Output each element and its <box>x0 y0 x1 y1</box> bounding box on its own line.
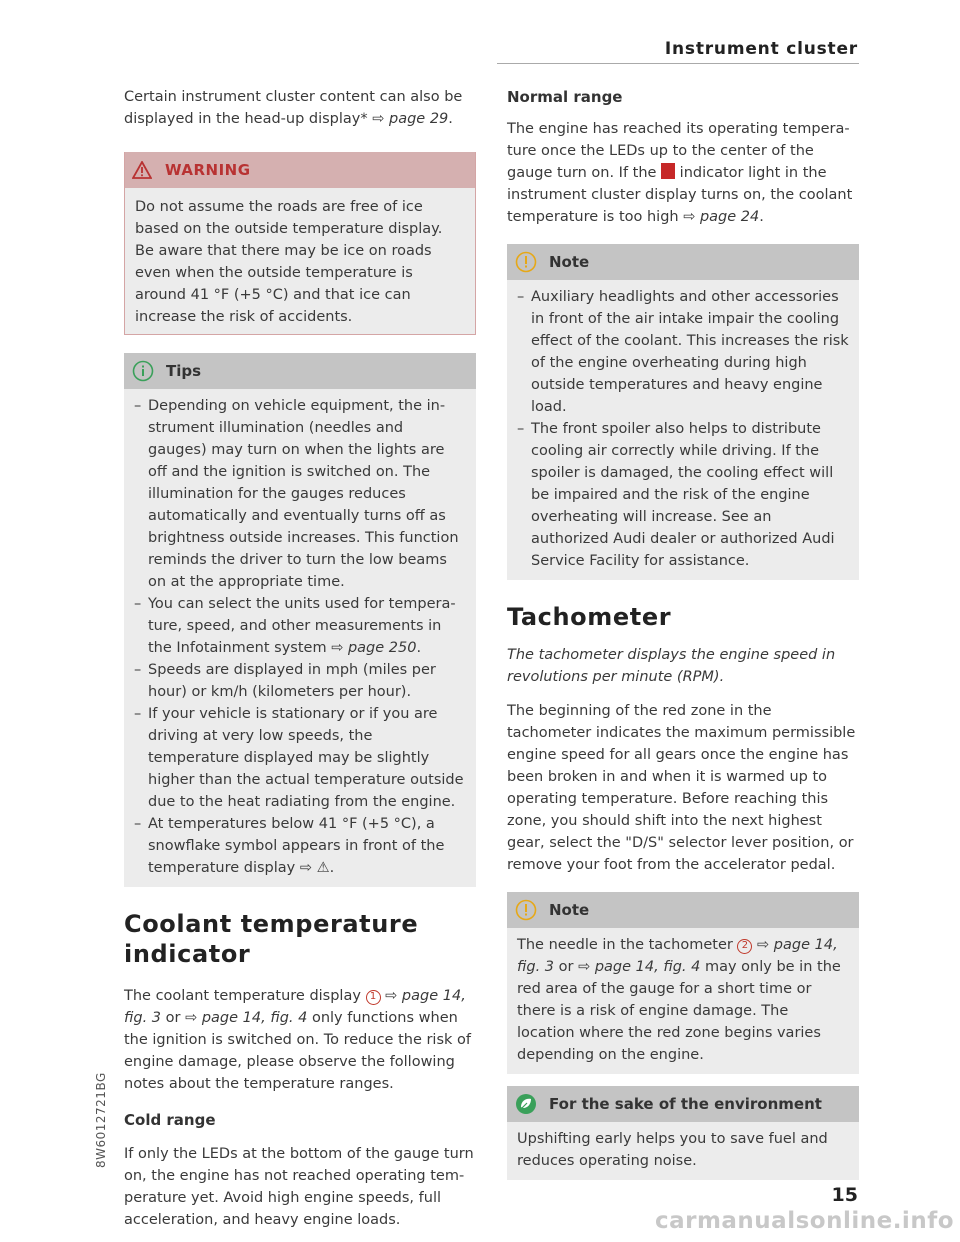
list-item: – If your vehicle is stationary or if you are driving at very low speeds, the temperature displayed may be slightly higher than the actual temperature outside due to the heat radiating from the engine. <box>134 703 466 813</box>
page-reference-link[interactable]: ⇨ page 14, fig. 3 <box>517 937 838 975</box>
watermark: carmanualsonline.info <box>654 1208 954 1234</box>
leaf-icon <box>515 1093 537 1115</box>
page-reference-link[interactable]: ⇨ page 14, fig. 4 <box>185 1010 308 1026</box>
tips-header <box>124 353 476 389</box>
list-item: – The front spoiler also helps to distribute cooling air correctly while driving. If the spoiler is damaged, the cooling effect will be impaired and the risk of the engine overheating will increase. See an authorized Audi dealer or authorized Audi Service Facility for assistance. <box>517 418 849 572</box>
page-reference-link[interactable]: ⇨ page 29 <box>372 111 449 127</box>
page-number: 15 <box>831 1184 858 1206</box>
note-title: Note <box>549 253 590 271</box>
tips-box <box>124 353 476 887</box>
tips-list <box>134 395 466 879</box>
note-box-tachometer <box>507 892 859 1074</box>
environment-box <box>507 1086 859 1180</box>
tachometer-text: The beginning of the red zone in the tachometer indicates the maximum permissible engine speed for all gears once the engine has been broken in and when it is warmed up to operating temperature. Before reaching this zone, you should shift into the next highest gear, select the "D/S" selector lever position, or remove your foot from the accelerator pedal. <box>507 703 856 873</box>
environment-title: For the sake of the environment <box>549 1095 822 1113</box>
note-list <box>517 286 849 572</box>
warning-box <box>124 152 476 335</box>
section-heading-tachometer: Tachometer <box>507 603 672 631</box>
list-item: – At temperatures below 41 °F (+5 °C), a snowflake symbol appears in front of the temperature display ⇨ ⚠. <box>134 813 466 879</box>
warning-triangle-icon <box>131 159 153 181</box>
intro-paragraph: Certain instrument cluster content can also be displayed in the head-up display* ⇨ page 29. <box>124 89 463 127</box>
cold-range-heading: Cold range <box>124 1111 216 1129</box>
tachometer-lead: The tachometer displays the engine speed in revolutions per minute (RPM). <box>507 647 836 685</box>
list-item: – Auxiliary headlights and other accessories in front of the air intake impair the cooling effect of the coolant. This increases the risk of the engine overheating during high outside temperatures and heavy engine load. <box>517 286 849 418</box>
left-column <box>124 86 476 1231</box>
normal-range-text: The engine has reached its operating temperature once the LEDs up to the center of the gauge turn on. If the indicator light in the instrument cluster display turns on, the coolant temperature is too high ⇨ page 24. <box>507 121 853 225</box>
note-icon <box>515 899 537 921</box>
running-header-title: Instrument cluster <box>664 39 858 59</box>
right-column <box>507 86 859 1180</box>
page-reference-link[interactable]: ⇨ page 14, fig. 4 <box>578 959 701 975</box>
cold-range-text: If only the LEDs at the bottom of the gauge turn on, the engine has not reached operating temperature yet. Avoid high engine speeds, full acceleration, and heavy engine loads. <box>124 1146 474 1228</box>
note-header <box>507 244 859 280</box>
info-icon <box>132 360 154 382</box>
tips-title: Tips <box>166 362 202 380</box>
note-text: The needle in the tachometer 2 ⇨ page 14, fig. 3 or ⇨ page 14, fig. 4 may only be in the red area of the gauge for a short time or there is a risk of engine damage. The location where the red zone begins varies depending on the engine. <box>517 937 841 1063</box>
callout-number-2: 2 <box>737 939 752 954</box>
document-code: 8W6012721BG <box>94 1072 108 1168</box>
page-reference-link[interactable]: ⇨ page 24 <box>683 209 760 225</box>
note-header <box>507 892 859 928</box>
warning-text: Do not assume the roads are free of ice based on the outside temperature display. Be aware that there may be ice on roads even when the outside temperature is around 41 °F (+5 °C) and that ice can increase the risk of accidents. <box>125 188 475 334</box>
coolant-paragraph: The coolant temperature display 1 ⇨ page 14, fig. 3 or ⇨ page 14, fig. 4 only functions when the ignition is switched on. To reduce the risk of engine damage, please observe the following notes about the temperature ranges. <box>124 988 472 1092</box>
warning-reference-link[interactable]: ⇨ ⚠ <box>299 860 330 876</box>
environment-header <box>507 1086 859 1122</box>
page-reference-link[interactable]: ⇨ page 250 <box>331 640 417 656</box>
header-divider <box>497 63 859 64</box>
warning-title: WARNING <box>165 161 251 179</box>
normal-range-heading: Normal range <box>507 88 623 106</box>
page-reference-link[interactable]: ⇨ page 14, fig. 3 <box>124 988 466 1026</box>
list-item: – Depending on vehicle equipment, the instrument illumination (needles and gauges) may turn on when the lights are off and the ignition is switched on. The illumination for the gauges reduces automatically and eventually turns off as brightness outside increases. This function reminds the driver to turn the low beams on at the appropriate time. <box>134 395 466 593</box>
note-title: Note <box>549 901 590 919</box>
list-item: – Speeds are displayed in mph (miles per hour) or km/h (kilometers per hour). <box>134 659 466 703</box>
warning-header <box>125 152 475 188</box>
section-heading-coolant: Coolant temperature indicator <box>124 910 419 968</box>
coolant-warning-indicator-icon <box>661 163 675 179</box>
environment-text: Upshifting early helps you to save fuel and reduces operating noise. <box>517 1131 828 1169</box>
callout-number-1: 1 <box>366 990 381 1005</box>
note-box-cooling <box>507 244 859 580</box>
list-item: – You can select the units used for temperature, speed, and other measurements in the Infotainment system ⇨ page 250. <box>134 593 466 659</box>
note-icon <box>515 251 537 273</box>
